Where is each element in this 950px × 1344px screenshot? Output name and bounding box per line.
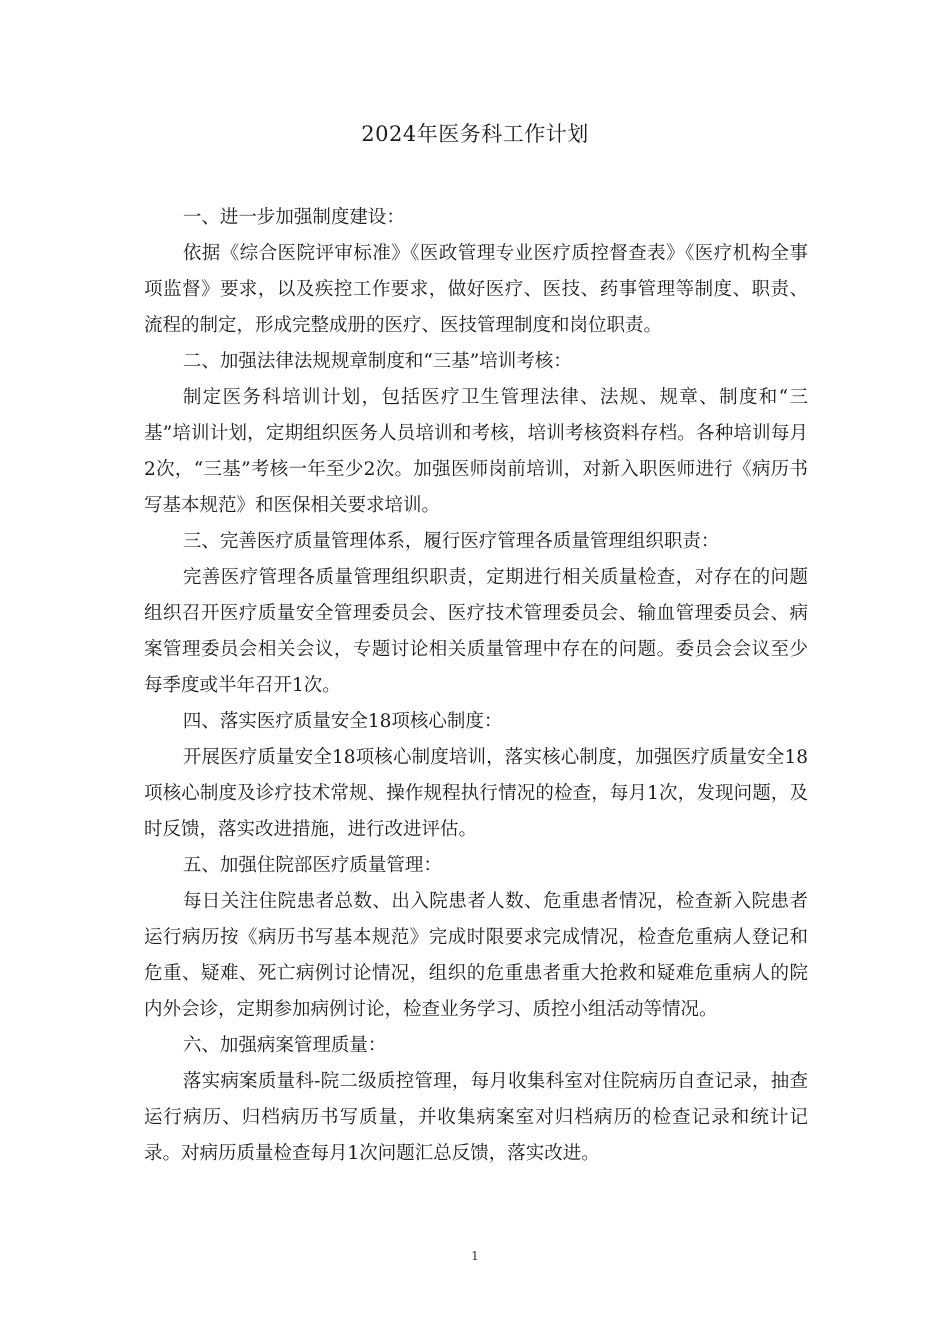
document-body <box>144 200 808 1172</box>
document-title: 2024年医务科工作计划 <box>361 122 589 146</box>
section-body-6: 落实病案质量科-院二级质控管理，每月收集科室对住院病历自查记录，抽查运行病历、归档病历书写质量，并收集病案室对归档病历的检查记录和统计记录。对病历质量检查每月1次问题汇总反馈，落实改进。 <box>144 1071 808 1164</box>
section-heading-2: 二、加强法律法规规章制度和“三基”培训考核： <box>182 351 572 372</box>
section-body-5: 每日关注住院患者总数、出入院患者人数、危重患者情况，检查新入院患者运行病历按《病历书写基本规范》完成时限要求完成情况，检查危重病人登记和危重、疑难、死亡病例讨论情况，组织的危重患者重大抢救和疑难危重病人的院内外会诊，定期参加病例讨论，检查业务学习、质控小组活动等情况。 <box>144 891 808 1020</box>
section-heading-4: 四、落实医疗质量安全18项核心制度： <box>182 711 503 732</box>
section-body-4: 开展医疗质量安全18项核心制度培训，落实核心制度，加强医疗质量安全18项核心制度及诊疗技术常规、操作规程执行情况的检查，每月1次，发现问题，及时反馈，落实改进措施，进行改进评估。 <box>144 747 808 840</box>
section-heading-1: 一、进一步加强制度建设： <box>182 207 405 228</box>
section-heading-5: 五、加强住院部医疗质量管理： <box>182 855 442 876</box>
section-body-2: 制定医务科培训计划，包括医疗卫生管理法律、法规、规章、制度和“三基”培训计划，定期组织医务人员培训和考核，培训考核资料存档。各种培训每月2次，“三基”考核一年至少2次。加强医师岗前培训，对新入职医师进行《病历书写基本规范》和医保相关要求培训。 <box>144 387 808 516</box>
page-number: 1 <box>471 1249 479 1263</box>
section-body-3: 完善医疗管理各质量管理组织职责，定期进行相关质量检查，对存在的问题组织召开医疗质量安全管理委员会、医疗技术管理委员会、输血管理委员会、病案管理委员会相关会议，专题讨论相关质量管理中存在的问题。委员会会议至少每季度或半年召开1次。 <box>144 567 808 696</box>
section-body-1: 依据《综合医院评审标准》《医政管理专业医疗质控督查表》《医疗机构全事项监督》要求，以及疾控工作要求，做好医疗、医技、药事管理等制度、职责、流程的制定，形成完整成册的医疗、医技管理制度和岗位职责。 <box>144 243 808 336</box>
section-heading-6: 六、加强病案管理质量： <box>182 1035 387 1056</box>
section-heading-3: 三、完善医疗质量管理体系，履行医疗管理各质量管理组织职责： <box>182 531 720 552</box>
